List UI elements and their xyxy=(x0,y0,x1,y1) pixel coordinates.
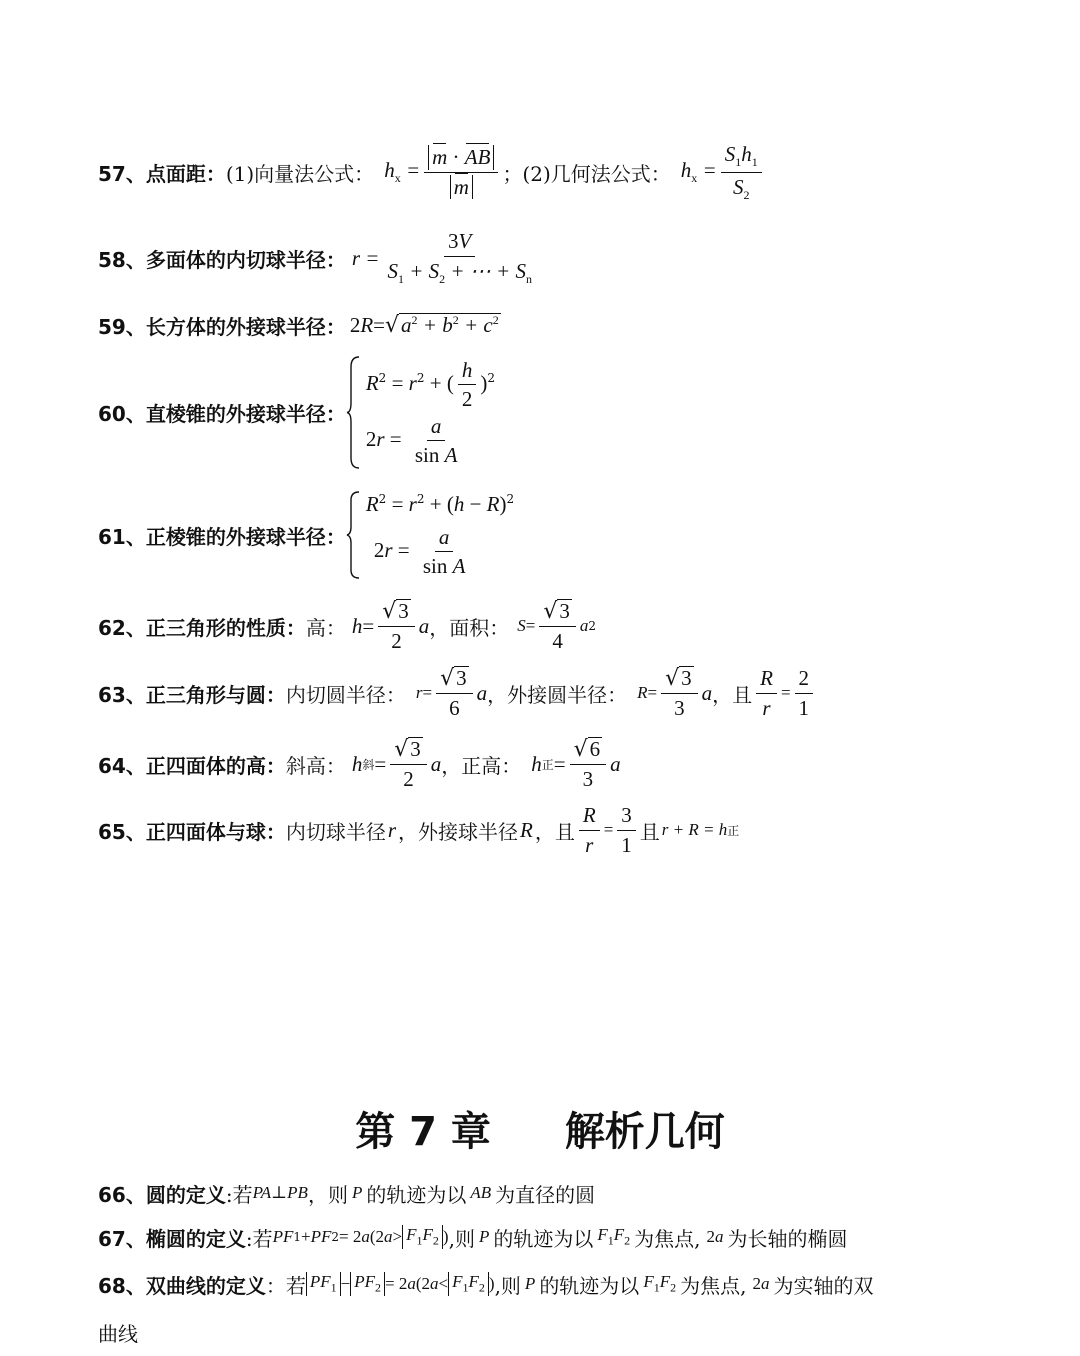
item-title: 正三角形与圆： xyxy=(145,682,286,707)
item-title: 长方体的外接球半径： xyxy=(145,314,346,339)
item-number: 60、 xyxy=(98,402,146,426)
item-title: 点面距： xyxy=(145,161,226,186)
item-57 xyxy=(98,132,766,212)
item-number: 57、 xyxy=(98,161,146,186)
formula-sqrt: √ $a^2 + b^2 + c^2$ xyxy=(385,312,499,339)
item-text: ，外接圆半径： xyxy=(487,682,628,707)
item-text: 高： xyxy=(305,615,346,640)
item-text: 为焦点, xyxy=(680,1273,747,1298)
item-text: 的轨迹为以 xyxy=(493,1226,594,1251)
item-number: 61、 xyxy=(98,524,146,549)
item-number: 65、 xyxy=(98,819,146,844)
item-67: 67、 椭圆的定义 :若 PF 1 + PF 2 = 2 a (2 a > $F_1F_2$ ) ,则 P 的轨迹为以 $F_1F_2$ 为焦点, 2 a 为长轴的椭圆 xyxy=(98,1220,847,1254)
item-number: 64、 xyxy=(98,753,146,778)
item-text: 为直径的圆 xyxy=(495,1182,596,1207)
item-text: ，且 xyxy=(712,682,753,707)
item-66: 66、 圆的定义 :若 PA ⊥ PB ，则 P 的轨迹为以 AB 为直径的圆 xyxy=(98,1176,595,1210)
item-title: 正棱锥的外接球半径： xyxy=(145,524,346,549)
item-number: 66、 xyxy=(98,1182,146,1207)
item-text: ：若 xyxy=(265,1273,306,1298)
item-text: ，面积： xyxy=(429,615,510,640)
formula-hx: $h_x$ = xyxy=(384,157,421,186)
item-65: 65、 正四面体与球： 内切球半径 r ，外接球半径 R ，且 $\frac{R}{r}$ = $\frac{3}{1}$ 且 r + R = h 正 xyxy=(98,803,740,857)
formula-system: $R^2 = r^2$ + ( $\frac{h}{2}$ )$^2$ 2r = $\frac{a}{\text{sin A}}$ xyxy=(346,355,495,470)
item-title: 椭圆的定义 xyxy=(145,1226,246,1251)
item-title: 正四面体与球： xyxy=(145,819,286,844)
item-text: ，外接球半径 xyxy=(398,819,519,844)
formula-insphere-fraction: $\frac{3V}{S_1 + S_2 + \cdots + S_n}$ xyxy=(387,229,532,286)
item-number: 62、 xyxy=(98,615,146,640)
item-text: ，正高： xyxy=(441,753,522,778)
item-text: ；(2)几何法公式： xyxy=(502,161,671,186)
item-text: ，则 xyxy=(307,1182,348,1207)
item-title: 圆的定义 xyxy=(145,1182,226,1207)
item-text: :若 xyxy=(245,1226,273,1251)
chapter-heading xyxy=(0,1100,1080,1157)
item-text: 为焦点, xyxy=(634,1226,701,1251)
formula-system: $R^2 = r^2 + (h - R)^2$ 2r = $\frac{a}{\text{sin A}}$ xyxy=(346,490,514,580)
item-title: 双曲线的定义 xyxy=(145,1273,266,1298)
formula-r: r = xyxy=(351,245,380,270)
item-text: (1)向量法公式： xyxy=(225,161,375,186)
item-62: 62、 正三角形的性质： 高： h = √ 3 2 a ，面积： S = √ 3 4 a 2 xyxy=(98,599,596,653)
item-text: ,则 xyxy=(494,1273,521,1298)
item-number: 63、 xyxy=(98,682,146,707)
item-68: 68、 双曲线的定义 ：若 $PF_1$ − $PF_2$ = 2 a (2 a < $F_1F_2$ ) ,则 P 的轨迹为以 $F_1F_2$ 为焦点, 2 a 为实轴的双 xyxy=(98,1266,873,1302)
item-number: 58、 xyxy=(98,247,146,272)
item-text: 的轨迹为以 xyxy=(539,1273,640,1298)
item-text: 的轨迹为以 xyxy=(366,1182,467,1207)
item-58 xyxy=(98,228,540,288)
item-59: 59、 长方体的外接球半径： 2 R = √ $a^2 + b^2 + c^2$ xyxy=(98,312,499,339)
chapter-name: 解析几何 xyxy=(564,1109,725,1155)
item-text: 且 xyxy=(639,819,660,844)
item-text: 内切圆半径： xyxy=(285,682,406,707)
item-text: 为长轴的椭圆 xyxy=(727,1226,848,1251)
item-text: 曲线 xyxy=(98,1321,138,1346)
chapter-label: 第 7 章 xyxy=(355,1109,491,1155)
item-text: 斜高： xyxy=(285,753,346,778)
item-61 xyxy=(98,490,514,580)
item-title: 直棱锥的外接球半径： xyxy=(145,402,346,426)
item-title: 多面体的内切球半径： xyxy=(145,247,346,272)
item-68-continuation xyxy=(98,1315,138,1349)
item-text: 内切球半径 xyxy=(285,819,386,844)
formula-hx-geo: $h_x$ = xyxy=(680,157,717,186)
formula-geo-fraction: $\frac{S_1h_1}{S_2}$ xyxy=(721,142,762,203)
item-64: 64、 正四面体的高： 斜高： h 斜 = √ 3 2 a ，正高： h 正 = √ 6 3 a xyxy=(98,737,621,791)
item-title: 正四面体的高： xyxy=(145,753,286,778)
item-number: 67、 xyxy=(98,1226,146,1251)
item-number: 68、 xyxy=(98,1273,146,1298)
item-number: 59、 xyxy=(98,314,146,339)
item-text: ,则 xyxy=(448,1226,475,1251)
item-text: :若 xyxy=(225,1182,253,1207)
item-text: 为实轴的双 xyxy=(773,1273,874,1298)
item-text: ，且 xyxy=(534,819,575,844)
item-title: 正三角形的性质： xyxy=(145,615,306,640)
item-60 xyxy=(98,355,495,470)
item-63: 63、 正三角形与圆： 内切圆半径： r = √ 3 6 a ，外接圆半径： R = √ 3 3 a ，且 $\frac{R}{r}$ = $\frac{2}{1}$ xyxy=(98,665,817,721)
formula-vector-fraction: $\frac{m \cdot AB}{m}$ xyxy=(424,145,498,198)
